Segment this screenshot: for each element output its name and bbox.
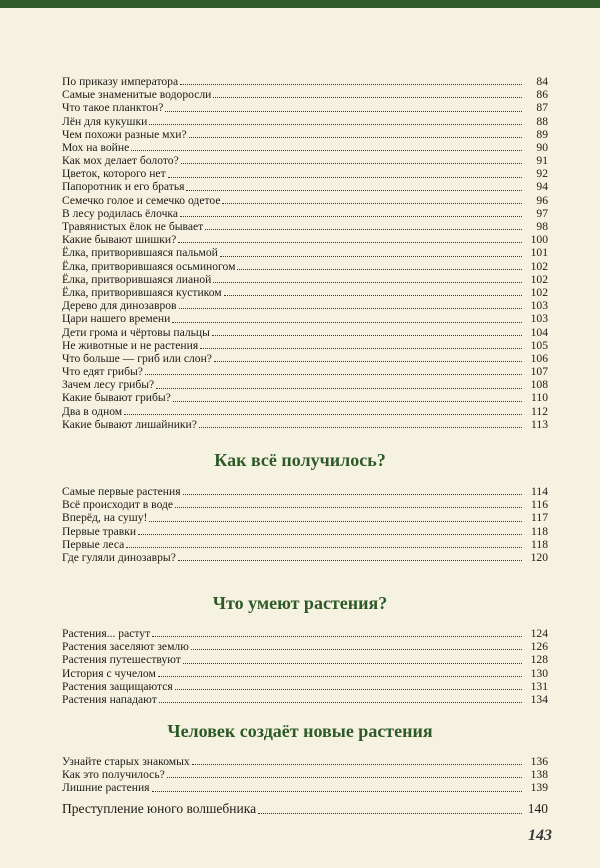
toc-entry-page: 102 bbox=[530, 259, 548, 273]
toc-entry[interactable] bbox=[62, 627, 548, 640]
toc-entry[interactable] bbox=[62, 801, 548, 817]
toc-leader-dots bbox=[145, 374, 522, 375]
toc-entry-page: 131 bbox=[530, 679, 548, 693]
toc-group-4 bbox=[62, 755, 548, 795]
toc-leader-dots bbox=[152, 636, 522, 637]
toc-entry[interactable] bbox=[62, 781, 548, 794]
toc-leader-dots bbox=[152, 791, 523, 792]
toc-leader-dots bbox=[178, 560, 522, 561]
toc-entry[interactable] bbox=[62, 233, 548, 246]
toc-entry-title: Какие бывают лишайники? bbox=[62, 417, 197, 431]
toc-leader-dots bbox=[159, 702, 522, 703]
toc-leader-dots bbox=[237, 269, 522, 270]
toc-entry-title: Зачем лесу грибы? bbox=[62, 378, 155, 392]
toc-entry[interactable] bbox=[62, 551, 548, 564]
toc-entry[interactable] bbox=[62, 640, 548, 653]
toc-entry-title: По приказу императора bbox=[62, 74, 179, 88]
toc-leader-dots bbox=[220, 256, 522, 257]
toc-entry-title: Ёлка, притворившаяся осьминогом bbox=[62, 259, 236, 273]
toc-entry[interactable] bbox=[62, 405, 548, 418]
toc-entry-title: Первые травки bbox=[62, 524, 137, 538]
toc-leader-dots bbox=[124, 414, 522, 415]
toc-entry[interactable] bbox=[62, 312, 548, 325]
toc-entry-title: Растения путешествуют bbox=[62, 653, 181, 667]
toc-leader-dots bbox=[214, 361, 522, 362]
toc-entry-page: 96 bbox=[536, 193, 548, 207]
toc-entry[interactable] bbox=[62, 680, 548, 693]
toc-entry-title: Всё происходит в воде bbox=[62, 498, 174, 512]
toc-leader-dots bbox=[199, 427, 522, 428]
toc-leader-dots bbox=[183, 494, 522, 495]
toc-entry-title: Где гуляли динозавры? bbox=[62, 550, 176, 564]
toc-entry-page: 98 bbox=[536, 220, 548, 234]
toc-leader-dots bbox=[179, 308, 522, 309]
section-title-man-creates-plants: Человек создаёт новые растения bbox=[167, 721, 433, 741]
toc-entry-title: История с чучелом bbox=[62, 666, 156, 680]
toc-leader-dots bbox=[126, 547, 522, 548]
toc-entry-page: 94 bbox=[536, 180, 548, 194]
toc-entry-page: 113 bbox=[531, 417, 548, 431]
toc-entry-title: Лишние растения bbox=[62, 781, 150, 795]
toc-entry-title: Дерево для динозавров bbox=[62, 299, 177, 313]
toc-entry-title: Ёлка, притворившаяся лианой bbox=[62, 272, 212, 286]
toc-leader-dots bbox=[192, 764, 522, 765]
toc-entry-page: 120 bbox=[530, 550, 548, 564]
toc-entry[interactable] bbox=[62, 365, 548, 378]
toc-leader-dots bbox=[156, 388, 522, 389]
toc-leader-dots bbox=[189, 137, 522, 138]
toc-entry-title: Какие бывают шишки? bbox=[62, 233, 177, 247]
toc-entry-page: 117 bbox=[531, 511, 548, 525]
toc-entry-page: 103 bbox=[530, 299, 548, 313]
toc-leader-dots bbox=[158, 676, 522, 677]
toc-entry-title: Самые знаменитые водоросли bbox=[62, 88, 212, 102]
toc-leader-dots bbox=[183, 663, 522, 664]
toc-entry[interactable] bbox=[62, 392, 548, 405]
toc-entry-title: Ёлка, притворившаяся кустиком bbox=[62, 285, 222, 299]
section-title-what-plants-can: Что умеют растения? bbox=[212, 593, 388, 613]
toc-leader-dots bbox=[172, 322, 522, 323]
toc-entry-title: Как это получилось? bbox=[62, 768, 165, 782]
toc-entry-page: 102 bbox=[530, 285, 548, 299]
toc-entry-title: Травянистых ёлок не бывает bbox=[62, 220, 204, 234]
toc-leader-dots bbox=[168, 177, 522, 178]
toc-leader-dots bbox=[175, 689, 522, 690]
toc-entry-title: Какие бывают грибы? bbox=[62, 391, 171, 405]
toc-entry-page: 136 bbox=[530, 754, 548, 768]
toc-entry[interactable] bbox=[62, 194, 548, 207]
toc-entry[interactable] bbox=[62, 418, 548, 431]
toc-group-1 bbox=[62, 75, 548, 431]
toc-leader-dots bbox=[258, 813, 522, 814]
toc-entry[interactable] bbox=[62, 768, 548, 781]
toc-entry-title: Чем похожи разные мхи? bbox=[62, 127, 187, 141]
toc-entry-page: 100 bbox=[530, 233, 548, 247]
toc-entry-page: 140 bbox=[527, 801, 548, 816]
toc-entry-title: В лесу родилась ёлочка bbox=[62, 206, 179, 220]
toc-leader-dots bbox=[173, 401, 522, 402]
toc-entry-page: 105 bbox=[530, 338, 548, 352]
toc-entry-title: Два в одном bbox=[62, 404, 123, 418]
toc-entry-page: 118 bbox=[531, 537, 548, 551]
toc-entry-page: 91 bbox=[536, 154, 548, 168]
toc-entry-page: 124 bbox=[530, 626, 548, 640]
toc-leader-dots bbox=[224, 295, 522, 296]
toc-entry[interactable] bbox=[62, 653, 548, 666]
toc-entry-title: Ёлка, притворившаяся пальмой bbox=[62, 246, 218, 260]
toc-entry[interactable] bbox=[62, 181, 548, 194]
toc-entry-title: Растения нападают bbox=[62, 692, 157, 706]
toc-entry-page: 118 bbox=[531, 524, 548, 538]
toc-entry-page: 84 bbox=[536, 74, 548, 88]
toc-group-2 bbox=[62, 485, 548, 564]
toc-leader-dots bbox=[167, 777, 522, 778]
toc-leader-dots bbox=[180, 216, 522, 217]
toc-leader-dots bbox=[222, 203, 522, 204]
toc-leader-dots bbox=[212, 335, 522, 336]
toc-entry[interactable] bbox=[62, 667, 548, 680]
toc-entry-page: 112 bbox=[531, 404, 548, 418]
toc-leader-dots bbox=[165, 111, 522, 112]
toc-entry[interactable] bbox=[62, 207, 548, 220]
toc-entry-title: Растения заселяют землю bbox=[62, 640, 189, 654]
toc-entry-page: 114 bbox=[531, 484, 548, 498]
toc-entry[interactable] bbox=[62, 75, 548, 88]
toc-entry-title: Лён для кукушки bbox=[62, 114, 148, 128]
toc-entry-page: 126 bbox=[530, 640, 548, 654]
toc-entry[interactable] bbox=[62, 378, 548, 391]
toc-entry[interactable] bbox=[62, 339, 548, 352]
toc-entry[interactable] bbox=[62, 525, 548, 538]
page-number: 143 bbox=[528, 827, 552, 844]
toc-entry-page: 90 bbox=[536, 140, 548, 154]
toc-entry-page: 106 bbox=[530, 351, 548, 365]
toc-entry-page: 107 bbox=[530, 365, 548, 379]
toc-entry-page: 103 bbox=[530, 312, 548, 326]
toc-entry-page: 92 bbox=[536, 167, 548, 181]
toc-entry[interactable] bbox=[62, 273, 548, 286]
toc-entry-page: 101 bbox=[530, 246, 548, 260]
toc-leader-dots bbox=[191, 649, 522, 650]
toc-entry-title: Самые первые растения bbox=[62, 484, 181, 498]
toc-leader-dots bbox=[131, 150, 522, 151]
toc-entry-title: Что больше — гриб или слон? bbox=[62, 351, 212, 365]
toc-entry[interactable] bbox=[62, 485, 548, 498]
toc-entry[interactable] bbox=[62, 326, 548, 339]
toc-entry[interactable] bbox=[62, 755, 548, 768]
toc-entry[interactable] bbox=[62, 693, 548, 706]
toc-entry-title: Цветок, которого нет bbox=[62, 167, 166, 181]
toc-leader-dots bbox=[138, 534, 522, 535]
toc-entry[interactable] bbox=[62, 511, 548, 524]
toc-entry[interactable] bbox=[62, 352, 548, 365]
toc-entry-page: 138 bbox=[530, 768, 548, 782]
toc-entry-title: Вперёд, на сушу! bbox=[62, 511, 148, 525]
toc-leader-dots bbox=[186, 190, 522, 191]
toc-entry-page: 87 bbox=[536, 101, 548, 115]
toc-final-entry bbox=[62, 801, 548, 817]
toc-entry-page: 104 bbox=[530, 325, 548, 339]
toc-entry-page: 116 bbox=[531, 498, 548, 512]
toc-leader-dots bbox=[178, 242, 522, 243]
toc-leader-dots bbox=[149, 521, 522, 522]
toc-leader-dots bbox=[180, 84, 522, 85]
toc-entry[interactable] bbox=[62, 101, 548, 114]
toc-group-3 bbox=[62, 627, 548, 706]
section-title-how-it-happened: Как всё получилось? bbox=[214, 450, 386, 470]
toc-entry-title: Папоротник и его братья bbox=[62, 180, 185, 194]
toc-entry-title: Семечко голое и семечко одетое bbox=[62, 193, 221, 207]
toc-entry[interactable] bbox=[62, 260, 548, 273]
toc-leader-dots bbox=[181, 163, 522, 164]
toc-entry-page: 128 bbox=[530, 653, 548, 667]
toc-entry[interactable] bbox=[62, 115, 548, 128]
toc-entry-page: 97 bbox=[536, 206, 548, 220]
toc-entry-title: Как мох делает болото? bbox=[62, 154, 179, 168]
toc-entry-page: 110 bbox=[531, 391, 548, 405]
toc-entry-title: Первые леса bbox=[62, 537, 125, 551]
toc-entry[interactable] bbox=[62, 154, 548, 167]
toc-entry-page: 139 bbox=[530, 781, 548, 795]
toc-entry-page: 86 bbox=[536, 88, 548, 102]
toc-entry[interactable] bbox=[62, 246, 548, 259]
toc-entry[interactable] bbox=[62, 498, 548, 511]
toc-entry-title: Дети грома и чёртовы пальцы bbox=[62, 325, 210, 339]
toc-entry-title: Что едят грибы? bbox=[62, 365, 143, 379]
toc-entry-title: Мох на войне bbox=[62, 140, 130, 154]
toc-entry-page: 89 bbox=[536, 127, 548, 141]
toc-leader-dots bbox=[200, 348, 522, 349]
toc-leader-dots bbox=[213, 282, 522, 283]
toc-entry-title: Преступление юного волшебника bbox=[62, 801, 257, 816]
toc-entry[interactable] bbox=[62, 88, 548, 101]
toc-entry-page: 88 bbox=[536, 114, 548, 128]
toc-entry[interactable] bbox=[62, 220, 548, 233]
toc-entry-title: Что такое планктон? bbox=[62, 101, 164, 115]
toc-entry-page: 102 bbox=[530, 272, 548, 286]
toc-entry[interactable] bbox=[62, 128, 548, 141]
toc-entry-title: Не животные и не растения bbox=[62, 338, 199, 352]
toc-entry-page: 108 bbox=[530, 378, 548, 392]
toc-leader-dots bbox=[149, 124, 522, 125]
toc-entry-page: 130 bbox=[530, 666, 548, 680]
toc-leader-dots bbox=[205, 229, 522, 230]
toc-entry[interactable] bbox=[62, 286, 548, 299]
toc-entry[interactable] bbox=[62, 141, 548, 154]
toc-entry[interactable] bbox=[62, 538, 548, 551]
toc-leader-dots bbox=[175, 507, 522, 508]
toc-entry[interactable] bbox=[62, 299, 548, 312]
toc-entry-page: 134 bbox=[530, 692, 548, 706]
toc-entry-title: Узнайте старых знакомых bbox=[62, 754, 190, 768]
toc-entry-title: Растения... растут bbox=[62, 626, 151, 640]
toc-entry[interactable] bbox=[62, 167, 548, 180]
toc-entry-title: Цари нашего времени bbox=[62, 312, 171, 326]
toc-leader-dots bbox=[213, 97, 522, 98]
toc-entry-title: Растения защищаются bbox=[62, 679, 173, 693]
